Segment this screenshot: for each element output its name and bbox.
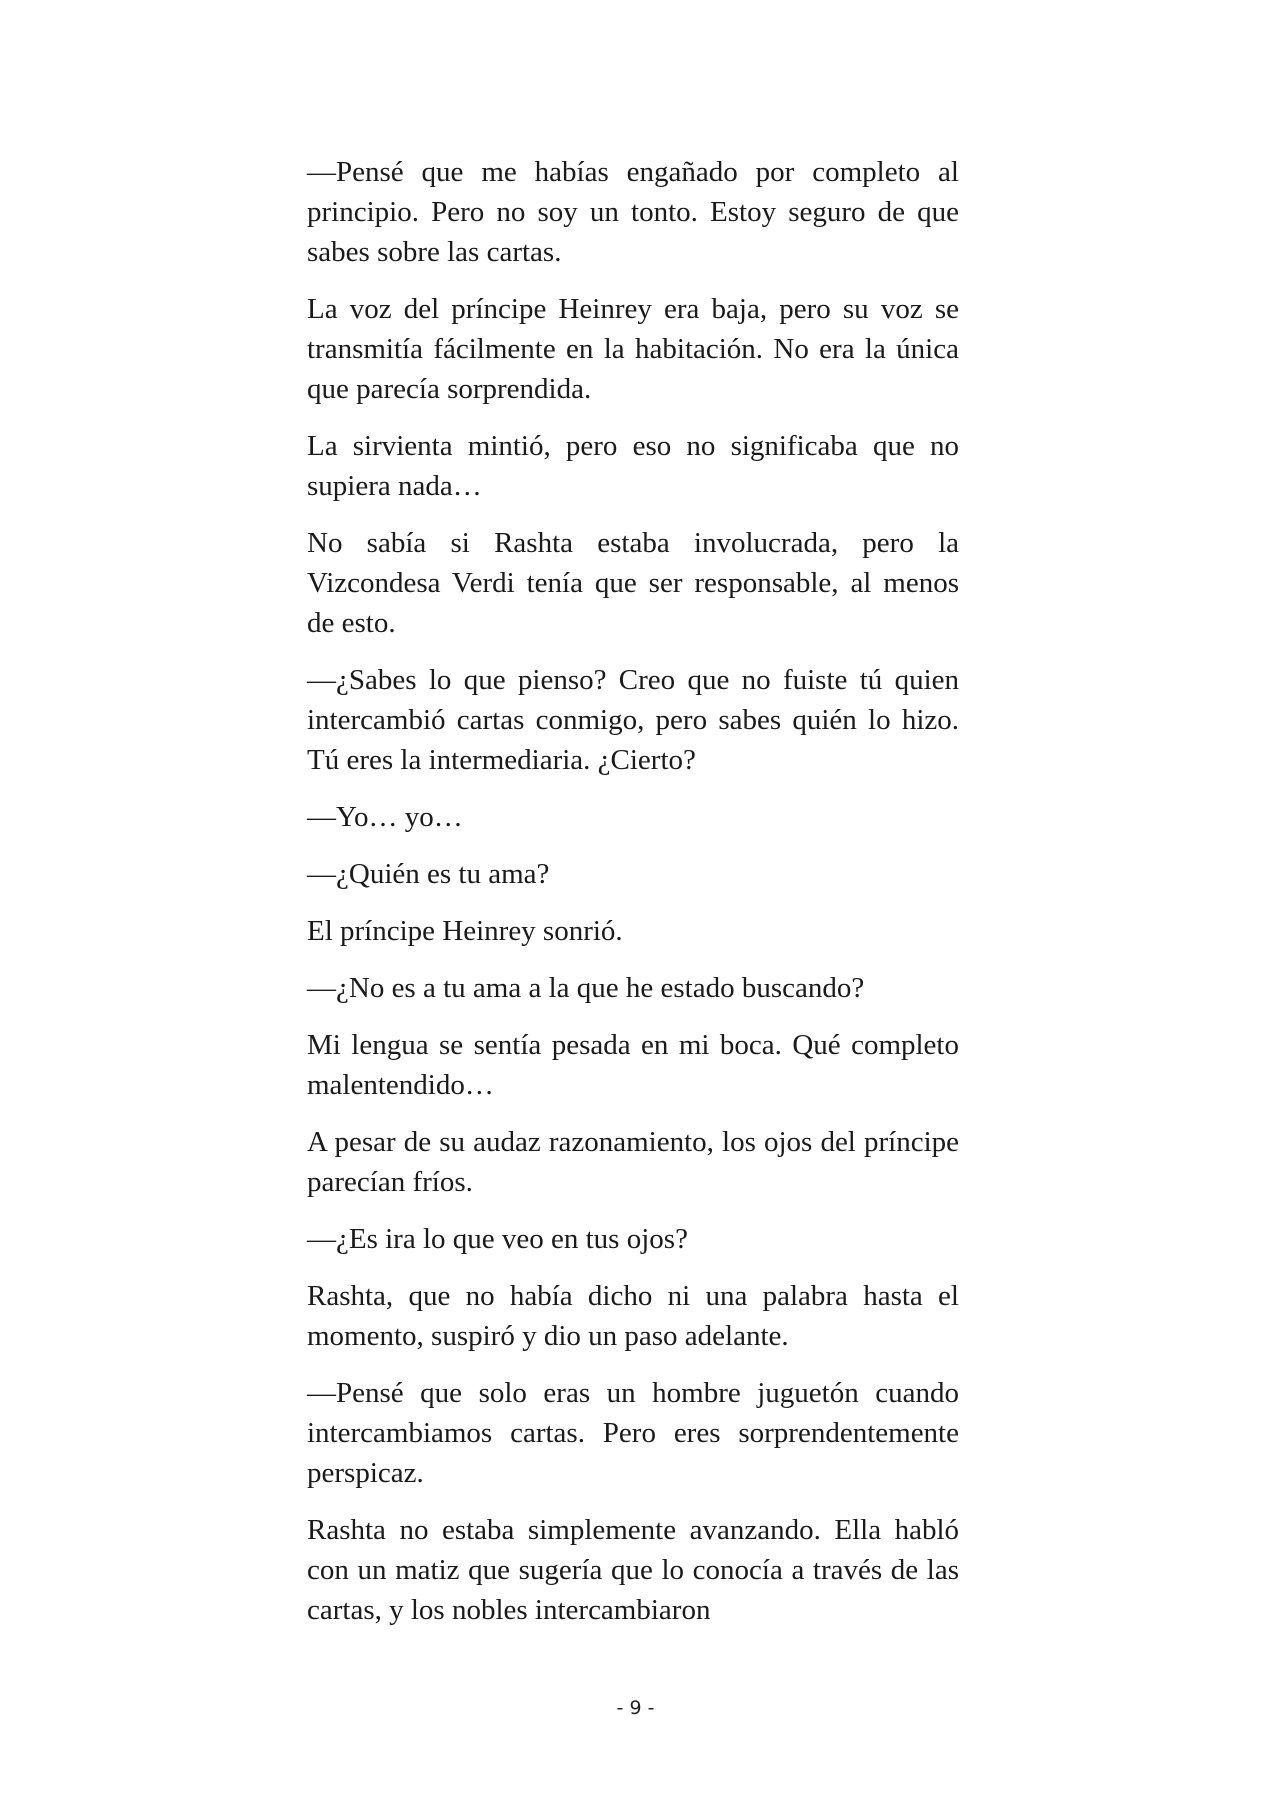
page-number: - 9 - bbox=[616, 1697, 655, 1719]
paragraph: Mi lengua se sentía pesada en mi boca. Qué completo malentendido… bbox=[307, 1029, 959, 1101]
paragraph: La sirvienta mintió, pero eso no significaba que no supiera nada… bbox=[307, 430, 959, 502]
paragraph: El príncipe Heinrey sonrió. bbox=[307, 915, 623, 947]
paragraph: —¿Sabes lo que pienso? Creo que no fuiste tú quien intercambió cartas conmigo, pero sabes quién lo hizo. Tú eres la intermediaria. ¿Cierto? bbox=[307, 664, 959, 776]
paragraph: A pesar de su audaz razonamiento, los ojos del príncipe parecían fríos. bbox=[307, 1126, 959, 1198]
paragraph: —Pensé que solo eras un hombre juguetón cuando intercambiamos cartas. Pero eres sorprendentemente perspicaz. bbox=[307, 1377, 959, 1489]
paragraph: Rashta no estaba simplemente avanzando. Ella habló con un matiz que sugería que lo conocía a través de las cartas, y los nobles intercambiaron bbox=[307, 1514, 959, 1626]
paragraph: La voz del príncipe Heinrey era baja, pero su voz se transmitía fácilmente en la habitación. No era la única que parecía sorprendida. bbox=[307, 293, 959, 405]
page-body bbox=[307, 152, 959, 1647]
paragraph: —¿Es ira lo que veo en tus ojos? bbox=[307, 1223, 688, 1255]
paragraph: No sabía si Rashta estaba involucrada, pero la Vizcondesa Verdi tenía que ser responsable, al menos de esto. bbox=[307, 527, 959, 639]
paragraph: —Yo… yo… bbox=[307, 801, 463, 833]
paragraph: —¿Quién es tu ama? bbox=[307, 858, 550, 890]
paragraph: —Pensé que me habías engañado por completo al principio. Pero no soy un tonto. Estoy seguro de que sabes sobre las cartas. bbox=[307, 156, 959, 268]
paragraph: —¿No es a tu ama a la que he estado buscando? bbox=[307, 972, 865, 1004]
paragraph: Rashta, que no había dicho ni una palabra hasta el momento, suspiró y dio un paso adelante. bbox=[307, 1280, 959, 1352]
